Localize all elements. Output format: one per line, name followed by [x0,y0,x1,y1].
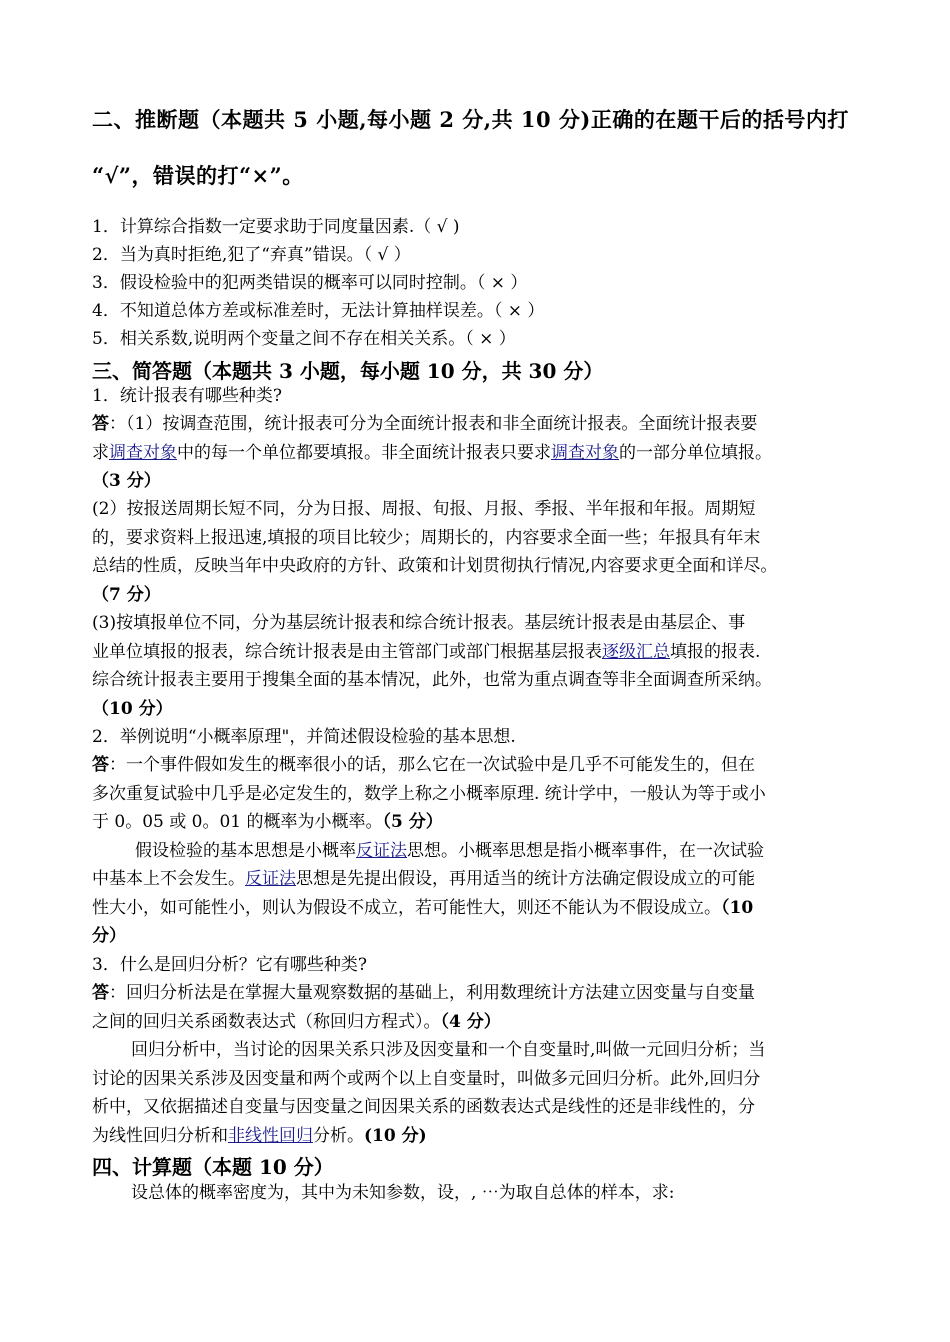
q2-answer-line1: 答：一个事件假如发生的概率很小的话，那么它在一次试验中是几乎不可能发生的，但在 [92,755,755,775]
link-survey-object[interactable]: 调查对象 [109,443,177,463]
q1-answer-line8: 综合统计报表主要用于搜集全面的基本情况，此外，也常为重点调查等非全面调查所采纳。 [92,670,772,690]
section4-problem-line1: 设总体的概率密度为，其中为未知参数，设，, ⋯为取自总体的样本，求: [131,1183,675,1203]
answer-label: 答 [92,414,109,434]
q1-answer-line6: (3)按填报单位不同，分为基层统计报表和综合统计报表。基层统计报表是由基层企、事 [92,613,746,633]
q2-answer-line3: 于 0。05 或 0。01 的概率为小概率。（5 分） [92,812,443,832]
q3-paragraph2-line2: 讨论的因果关系涉及因变量和两个或两个以上自变量时，叫做多元回归分析。此外,回归分 [92,1069,761,1089]
judgement-item-2: 2．当为真时拒绝,犯了“弃真”错误。（ √ ） [92,245,411,265]
q1-answer-line5: 总结的性质，反映当年中央政府的方针、政策和计划贯彻执行情况,内容要求更全面和详尽。 [92,556,778,576]
q1-score-3: （10 分） [92,699,173,719]
q2-paragraph2-line2: 中基本上不会发生。反证法思想是先提出假设，再用适当的统计方法确定假设成立的可能 [92,869,755,889]
answer-label: 答 [92,983,109,1003]
q1-score-1: （3 分） [92,471,161,491]
q3-question: 3．什么是回归分析？它有哪些种类? [92,955,367,975]
q3-answer-line1: 答：回归分析法是在掌握大量观察数据的基础上，利用数理统计方法建立因变量与自变量 [92,983,755,1003]
q2-answer-line2: 多次重复试验中几乎是必定发生的，数学上称之小概率原理. 统计学中，一般认为等于或小 [92,784,766,804]
link-reductio-2[interactable]: 反证法 [245,869,296,889]
q2-score-2-cont: 分） [92,926,126,946]
q1-answer-line1: 答：（1）按调查范围，统计报表可分为全面统计报表和非全面统计报表。全面统计报表要 [92,414,758,434]
q1-answer-line2: 求调查对象中的每一个单位都要填报。非全面统计报表只要求调查对象的一部分单位填报。 [92,443,772,463]
q1-answer-line4: 的，要求资料上报迅速,填报的项目比较少；周期长的，内容要求全面一些；年报具有年末 [92,528,761,548]
q3-paragraph2-line3: 析中，又依据描述自变量与因变量之间因果关系的函数表达式是线性的还是非线性的，分 [92,1097,755,1117]
link-reductio[interactable]: 反证法 [356,841,407,861]
link-step-summary[interactable]: 逐级汇总 [602,642,670,662]
section4-title: 四、计算题（本题 10 分） [92,1155,334,1179]
judgement-item-5: 5．相关系数,说明两个变量之间不存在相关关系。（ × ） [92,329,516,349]
q1-score-2: （7 分） [92,585,161,605]
section3-title: 三、简答题（本题共 3 小题，每小题 10 分，共 30 分） [92,359,604,383]
judgement-item-3: 3．假设检验中的犯两类错误的概率可以同时控制。（ × ） [92,273,528,293]
q2-paragraph2-line3: 性大小，如可能性小，则认为假设不成立，若可能性大，则还不能认为不假设成立。（10 [92,898,754,918]
judgement-item-1: 1．计算综合指数一定要求助于同度量因素.（ √ ) [92,217,460,237]
q1-answer-line7: 业单位填报的报表，综合统计报表是由主管部门或部门根据基层报表逐级汇总填报的报表. [92,642,761,662]
q3-paragraph2-line1: 回归分析中，当讨论的因果关系只涉及因变量和一个自变量时,叫做一元回归分析；当 [131,1040,766,1060]
q1-question: 1．统计报表有哪些种类? [92,386,282,406]
q2-paragraph2-line1: 假设检验的基本思想是小概率反证法思想。小概率思想是指小概率事件，在一次试验 [135,841,764,861]
q3-paragraph2-line4: 为线性回归分析和非线性回归分析。(10 分) [92,1126,427,1146]
link-survey-object-2[interactable]: 调查对象 [551,443,619,463]
section2-title-line1: 二、推断题（本题共 5 小题,每小题 2 分,共 10 分)正确的在题干后的括号内打 [92,107,849,132]
section2-title-line2: “√”，错误的打“×”。 [92,163,304,188]
answer-label: 答 [92,755,109,775]
q2-question: 2．举例说明“小概率原理"，并简述假设检验的基本思想. [92,727,516,747]
q1-answer-line3: (2）按报送周期长短不同，分为日报、周报、旬报、月报、季报、半年报和年报。周期短 [92,499,756,519]
q3-answer-line2: 之间的回归关系函数表达式（称回归方程式）。（4 分） [92,1012,501,1032]
judgement-item-4: 4．不知道总体方差或标准差时，无法计算抽样误差。（ × ） [92,301,545,321]
link-nonlinear-regression[interactable]: 非线性回归 [228,1126,313,1146]
